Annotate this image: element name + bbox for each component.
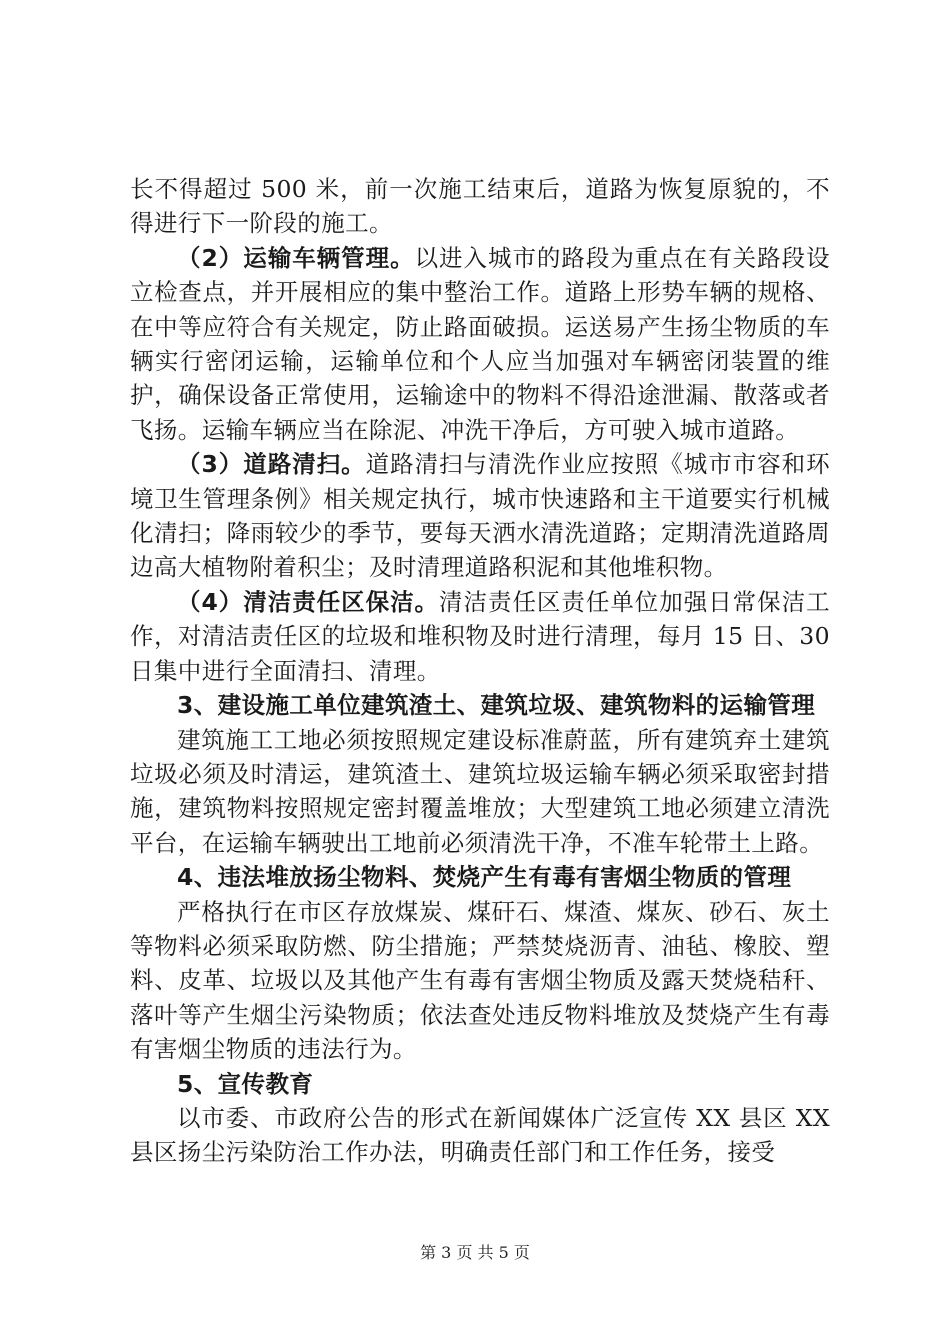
subheading-transport-vehicles: （2）运输车辆管理。	[177, 243, 415, 272]
paragraph-text: 以进入城市的路段为重点在有关路段设立检查点，并开展相应的集中整治工作。道路上形势车辆的规格、在中等应符合有关规定，防止路面破损。运送易产生扬尘物质的车辆实行密闭运输，运输单位和个人应当加强对车辆密闭装置的维护，确保设备正常使用，运输途中的物料不得沿途泄漏、散落或者飞扬。运输车辆应当在除泥、冲洗干净后，方可驶入城市道路。	[130, 243, 830, 444]
page-footer: 第 3 页 共 5 页	[420, 1243, 530, 1262]
paragraph-construction: 建筑施工工地必须按照规定建设标准蔚蓝，所有建筑弃土建筑垃圾必须及时清运，建筑渣土、建筑垃圾运输车辆必须采取密封措施，建筑物料按照规定密封覆盖堆放；大型建筑工地必须建立清洗平台，在运输车辆驶出工地前必须清洗干净，不准车轮带土上路。	[130, 725, 830, 857]
paragraph-illegal-stacking: 严格执行在市区存放煤炭、煤矸石、煤渣、煤灰、砂石、灰土等物料必须采取防燃、防尘措施；严禁焚烧沥青、油毡、橡胶、塑料、皮革、垃圾以及其他产生有毒有害烟尘物质及露天焚烧秸秆、落叶等产生烟尘污染物质；依法查处违反物料堆放及焚烧产生有毒有害烟尘物质的违法行为。	[130, 897, 830, 1064]
paragraph-transport-vehicles	[130, 241, 830, 447]
paragraph-road-cleaning	[130, 447, 830, 585]
section-heading-3: 3、建设施工单位建筑渣土、建筑垃圾、建筑物料的运输管理	[177, 691, 816, 720]
paragraph-continued: 长不得超过 500 米，前一次施工结束后，道路为恢复原貌的，不得进行下一阶段的施工。	[130, 175, 830, 238]
document-body	[130, 172, 830, 1170]
subheading-road-cleaning: （3）道路清扫。	[177, 450, 366, 479]
paragraph-cleaning-zone	[130, 585, 830, 688]
paragraph-text: 清洁责任区责任单位加强日常保洁工作，对清洁责任区的垃圾和堆积物及时进行清理，每月 15 日、30 日集中进行全面清扫、清理。	[130, 587, 830, 685]
paragraph-text: 道路清扫与清洗作业应按照《城市市容和环境卫生管理条例》相关规定执行，城市快速路和主干道要实行机械化清扫；降雨较少的季节，要每天洒水清洗道路；定期清洗道路周边高大植物附着积尘；及时清理道路积泥和其他堆积物。	[130, 450, 830, 582]
section-heading-4: 4、违法堆放扬尘物料、焚烧产生有毒有害烟尘物质的管理	[177, 863, 792, 892]
subheading-cleaning-zone: （4）清洁责任区保洁。	[177, 587, 440, 616]
paragraph-publicity: 以市委、市政府公告的形式在新闻媒体广泛宣传 XX 县区 XX 县区扬尘污染防治工作办法，明确责任部门和工作任务，接受	[130, 1103, 830, 1167]
section-heading-5: 5、宣传教育	[177, 1069, 314, 1098]
